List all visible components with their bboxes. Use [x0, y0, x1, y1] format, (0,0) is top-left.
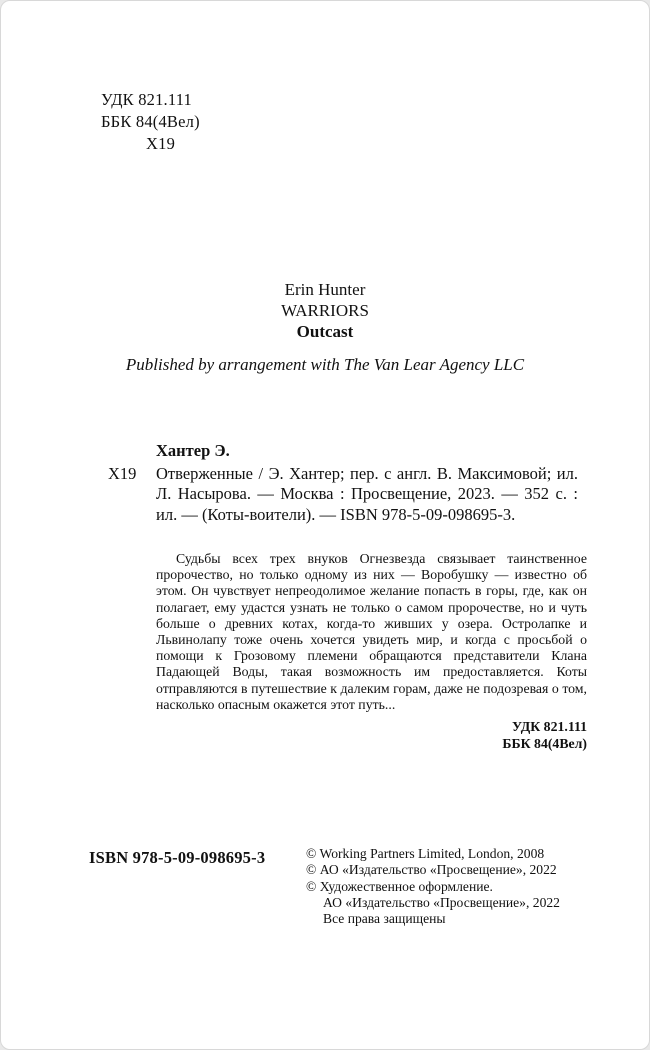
- catalog-entry: [108, 463, 578, 526]
- copyright-block: [306, 846, 560, 927]
- copyright-line: © Working Partners Limited, London, 2008: [306, 846, 545, 861]
- catalog-entry-block: [108, 441, 578, 525]
- copyright-line: АО «Издательство «Просвещение», 2022: [323, 894, 560, 910]
- arrangement-note: Published by arrangement with The Van Lear Agency LLC: [125, 355, 525, 374]
- annotation-block: [156, 551, 587, 752]
- book-title: Outcast: [296, 322, 354, 341]
- copyright-line: © АО «Издательство «Просвещение», 2022: [306, 862, 557, 878]
- copyright-line: © Художественное оформление.: [306, 878, 493, 894]
- classification-top-block: [101, 89, 200, 155]
- title-block: [1, 279, 649, 375]
- bbk-right: ББК 84(4Вел): [502, 735, 587, 751]
- udk-right: УДК 821.111: [512, 719, 587, 735]
- author-sign-top: Х19: [146, 134, 176, 153]
- catalog-author-heading: Хантер Э.: [156, 441, 230, 460]
- bibliographic-description: Отверженные / Э. Хантер; пер. с англ. В. Максимовой; ил. Л. Насырова. — Москва : Просвещение, 2023. — 352 с. : ил. — (Коты-воители). — ISBN 978-5-09-098695-3.: [156, 463, 578, 524]
- copyright-line: Все права защищены: [323, 911, 446, 927]
- bbk-top: ББК 84(4Вел): [101, 112, 200, 131]
- author-name: Erin Hunter: [284, 280, 366, 299]
- classification-right-block: [156, 719, 587, 752]
- udk-top: УДК 821.111: [101, 90, 193, 109]
- author-sign-entry: Х19: [108, 463, 137, 483]
- series-title: WARRIORS: [281, 301, 369, 320]
- annotation-text: Судьбы всех трех внуков Огнезвезда связывает таинственное пророчество, но только одному из них — Воробушку — известно об этом. Он чувствует непреодолимое желание попасть в горы, где, как он полагает, ему удастся узнать не только о самом пророчестве, но и чуть больше о древних котах, когда-то живших у озера. Остролапке и Львинолапу тоже очень хочется увидеть мир, и когда с просьбой о помощи к Грозовому племени обращаются представители Клана Падающей Воды, такая возможность им предоставляется. Коты отправляются в путешествие к далеким горам, даже не подозревая о том, насколько опасным окажется этот путь...: [156, 551, 587, 712]
- isbn-number: ISBN 978-5-09-098695-3: [89, 848, 266, 867]
